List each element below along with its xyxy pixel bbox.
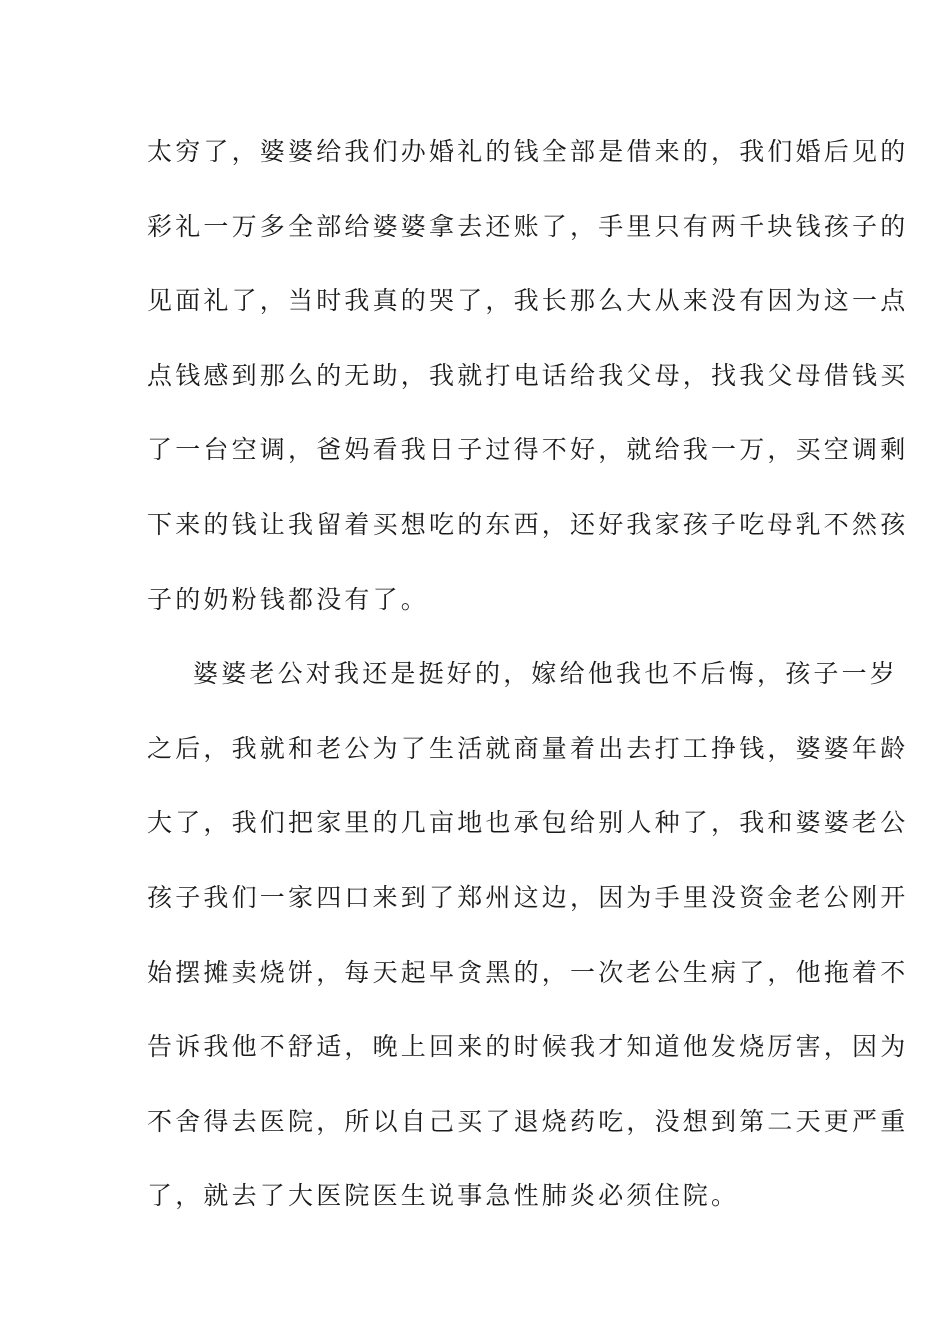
text-line: 告诉我他不舒适，晚上回来的时候我才知道他发烧厉害，因为 [147,1032,909,1062]
text-line: 见面礼了，当时我真的哭了，我长那么大从来没有因为这一点 [147,286,909,316]
paragraph-2 [147,652,909,1249]
text-line: 不舍得去医院，所以自己买了退烧药吃，没想到第二天更严重 [147,1106,909,1136]
text-line: 孩子我们一家四口来到了郑州这边，因为手里没资金老公刚开 [147,882,909,912]
text-line: 子的奶粉钱都没有了。 [147,584,430,614]
text-line: 婆婆老公对我还是挺好的，嫁给他我也不后悔，孩子一岁 [193,659,899,689]
text-line: 始摆摊卖烧饼，每天起早贪黑的，一次老公生病了，他拖着不 [147,957,909,987]
paragraph-1 [147,130,909,652]
text-line: 之后，我就和老公为了生活就商量着出去打工挣钱，婆婆年龄 [147,733,909,763]
text-line: 了，就去了大医院医生说事急性肺炎必须住院。 [147,1181,740,1211]
text-line: 彩礼一万多全部给婆婆拿去还账了，手里只有两千块钱孩子的 [147,211,909,241]
body-text [147,130,909,1249]
text-line: 点钱感到那么的无助，我就打电话给我父母，找我父母借钱买 [147,360,909,390]
text-line: 太穷了，婆婆给我们办婚礼的钱全部是借来的，我们婚后见的 [147,137,909,166]
text-line: 了一台空调，爸妈看我日子过得不好，就给我一万，买空调剩 [147,435,909,465]
text-line: 下来的钱让我留着买想吃的东西，还好我家孩子吃母乳不然孩 [147,509,909,539]
text-line: 大了，我们把家里的几亩地也承包给别人种了，我和婆婆老公 [147,808,909,838]
